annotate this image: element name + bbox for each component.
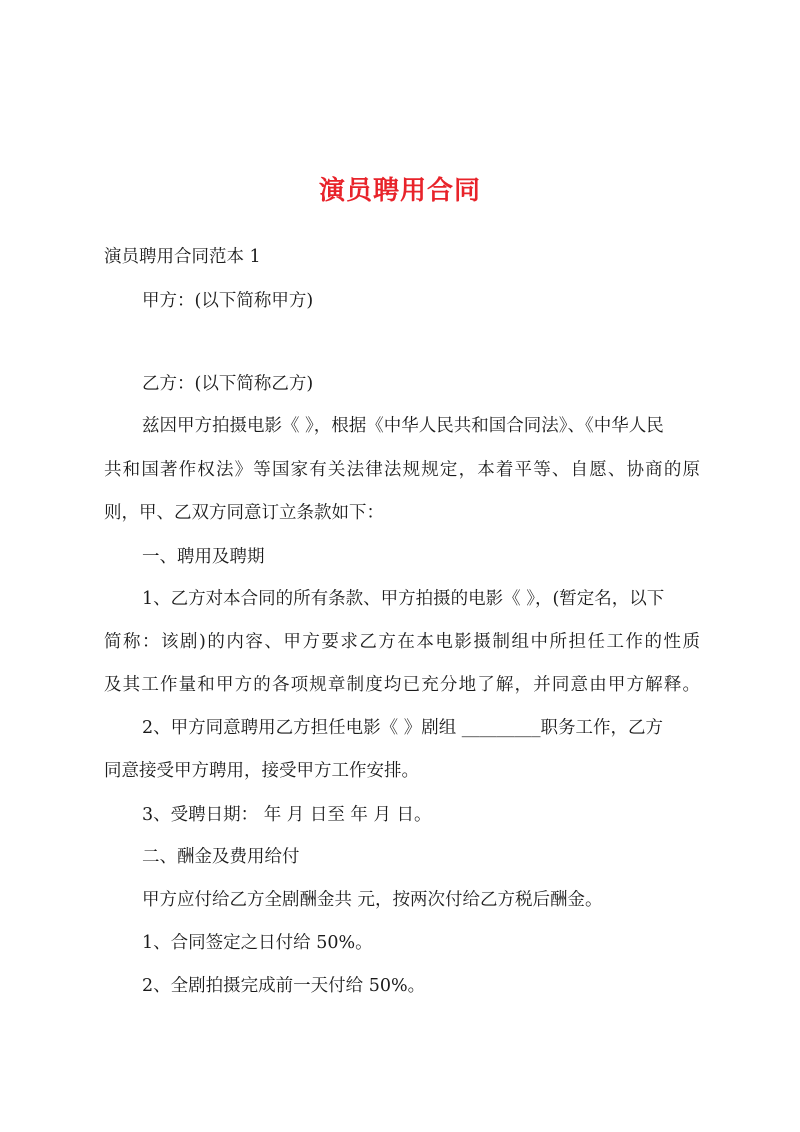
clause-2-line-2: 同意接受甲方聘用，接受甲方工作安排。	[104, 761, 419, 781]
intro-paragraph-line-3: 则，甲、乙双方同意订立条款如下：	[104, 503, 384, 523]
party-a-line: 甲方：(以下简称甲方)	[142, 291, 314, 311]
payment-item-1: 1、合同签定之日付给 50%。	[142, 933, 373, 953]
section-1-heading: 一、聘用及聘期	[142, 547, 265, 567]
clause-1-line-1: 1、乙方对本合同的所有条款、甲方拍摄的电影《 》，(暂定名，以下	[142, 589, 665, 609]
payment-item-2: 2、全剧拍摄完成前一天付给 50%。	[142, 976, 426, 996]
payment-intro-line: 甲方应付给乙方全剧酬金共 元，按两次付给乙方税后酬金。	[142, 890, 603, 910]
document-title: 演员聘用合同	[318, 176, 481, 206]
clause-2-line-1: 2、甲方同意聘用乙方担任电影《 》剧组 _________职务工作，乙方	[142, 718, 664, 738]
contract-template-subtitle: 演员聘用合同范本 1	[104, 247, 261, 267]
intro-paragraph-line-2: 共和国著作权法》等国家有关法律法规规定，本着平等、自愿、协商的原	[104, 460, 700, 480]
clause-1-line-2: 简称：该剧)的内容、甲方要求乙方在本电影摄制组中所担任工作的性质	[104, 632, 700, 652]
clause-3-line: 3、受聘日期： 年 月 日至 年 月 日。	[142, 805, 432, 825]
clause-1-line-3: 及其工作量和甲方的各项规章制度均已充分地了解，并同意由甲方解释。	[104, 675, 700, 695]
intro-paragraph-line-1: 兹因甲方拍摄电影《 》，根据《中华人民共和国合同法》、《中华人民	[142, 416, 664, 436]
section-2-heading: 二、酬金及费用给付	[142, 847, 300, 867]
party-b-line: 乙方：(以下简称乙方)	[142, 374, 314, 394]
